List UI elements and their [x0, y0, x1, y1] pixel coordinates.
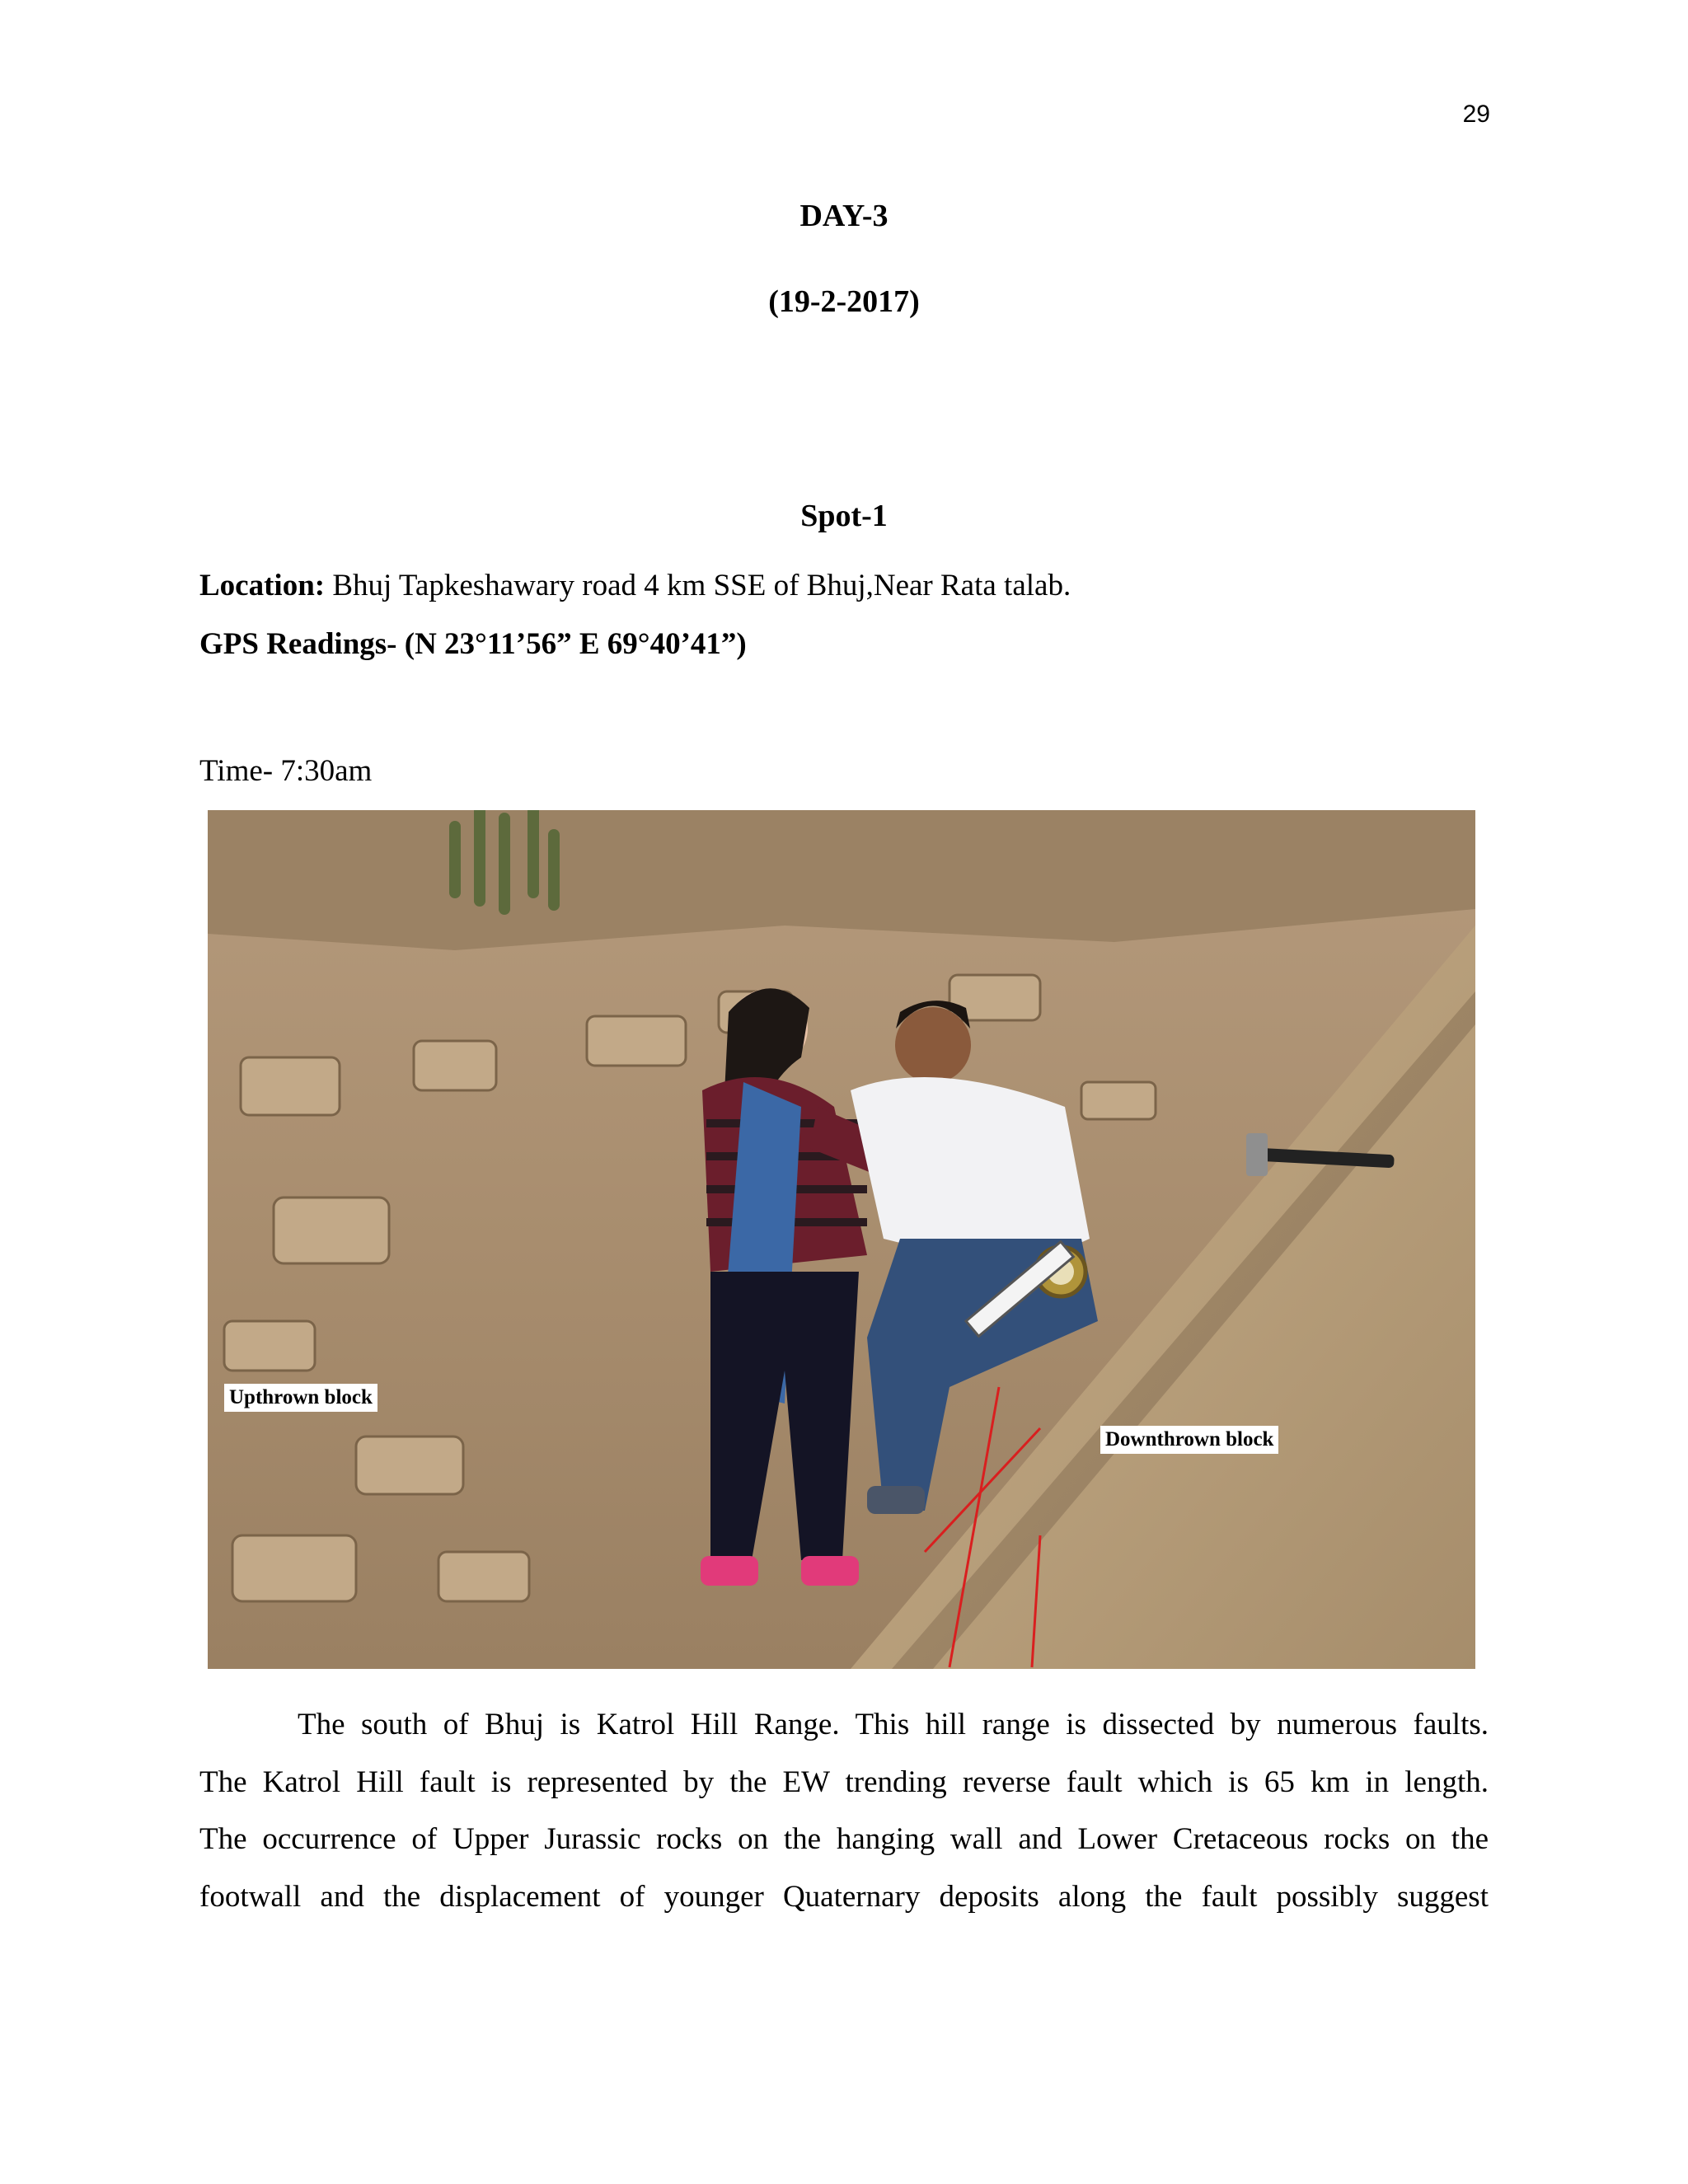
time-line: Time- 7:30am [199, 754, 373, 788]
body-line: The Katrol Hill fault is represented by the EW trending reverse fault which is 65 km in length. [199, 1765, 1489, 1799]
body-line: The south of Bhuj is Katrol Hill Range. This hill range is dissected by numerous faults. [298, 1708, 1489, 1741]
body-paragraph [199, 1696, 1489, 1925]
location-label: Location: [199, 569, 326, 602]
body-line: footwall and the displacement of younger Quaternary deposits along the fault possibly suggest [199, 1879, 1489, 1914]
spot-heading: Spot-1 [800, 499, 888, 533]
date-heading: (19-2-2017) [768, 284, 920, 319]
day-heading: DAY-3 [799, 199, 889, 233]
page-number: 29 [1462, 101, 1490, 128]
field-photo-illustration [208, 810, 1475, 1669]
location-line [199, 568, 1071, 603]
body-line: The occurrence of Upper Jurassic rocks on the hanging wall and Lower Cretaceous rocks on the [199, 1822, 1489, 1856]
upthrown-block-label: Upthrown block [224, 1384, 377, 1412]
location-value: Bhuj Tapkeshawary road 4 km SSE of Bhuj,Near Rata talab. [325, 569, 1071, 602]
gps-readings: GPS Readings- (N 23°11’56” E 69°40’41”) [199, 627, 747, 661]
downthrown-block-label: Downthrown block [1100, 1426, 1278, 1454]
field-photo [208, 810, 1475, 1669]
